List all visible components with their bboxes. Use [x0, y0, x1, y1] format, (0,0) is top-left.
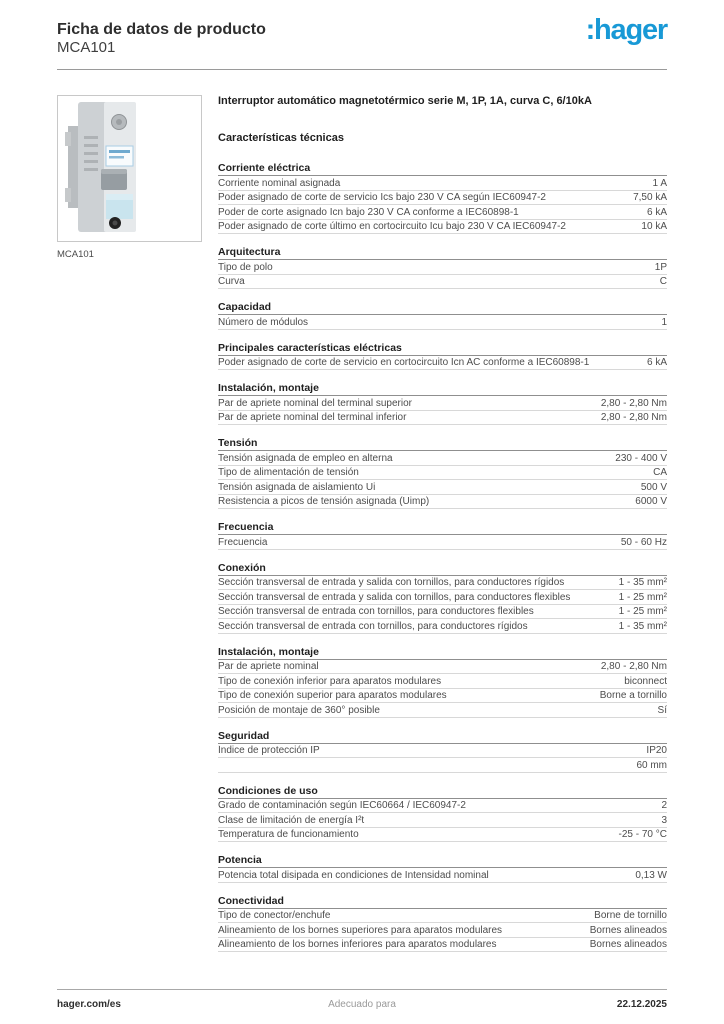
section-title: Conexión [218, 562, 667, 576]
table-row [218, 275, 667, 290]
row-label: Par de apriete nominal [218, 661, 319, 672]
spec-section [218, 437, 667, 509]
table-row [218, 605, 667, 620]
spec-section [218, 895, 667, 953]
table-row [218, 828, 667, 843]
row-value: CA [653, 467, 667, 478]
table-row [218, 466, 667, 481]
row-value: 1 - 25 mm² [618, 606, 667, 617]
table-row [218, 205, 667, 220]
product-image-column [57, 95, 202, 964]
table-row [218, 451, 667, 466]
row-value: 50 - 60 Hz [620, 536, 667, 548]
row-value: -25 - 70 °C [618, 829, 667, 840]
doc-title: Ficha de datos de producto [57, 21, 266, 38]
row-value: 3 [661, 814, 667, 826]
spec-section [218, 785, 667, 843]
row-value: Bornes alineados [589, 924, 667, 936]
spec-column [218, 95, 667, 964]
row-label: Sección transversal de entrada y salida con tornillos, para conductores rígidos [218, 577, 565, 588]
row-label: Curva [218, 276, 245, 287]
table-row [218, 909, 667, 924]
row-label: Sección transversal de entrada con tornillos, para conductores flexibles [218, 606, 534, 617]
row-label: Tensión asignada de aislamiento Ui [218, 481, 376, 493]
row-value: Borne a tornillo [599, 690, 667, 701]
row-label: Índice de protección IP [218, 745, 320, 756]
table-row [218, 758, 667, 773]
row-value: 1 - 35 mm² [618, 620, 667, 632]
row-value: 2,80 - 2,80 Nm [600, 397, 667, 409]
section-title: Tensión [218, 437, 667, 451]
table-row [218, 799, 667, 814]
page-header [0, 0, 724, 57]
row-value: IP20 [646, 745, 667, 756]
table-row [218, 576, 667, 591]
section-title: Seguridad [218, 730, 667, 744]
row-label: Tipo de polo [218, 261, 273, 273]
row-label: Par de apriete nominal del terminal superior [218, 397, 412, 409]
spec-section [218, 382, 667, 425]
table-row [218, 703, 667, 718]
table-row [218, 868, 667, 883]
row-value: 6 kA [646, 357, 667, 368]
table-row [218, 660, 667, 675]
row-label: Poder de corte asignado Icn bajo 230 V CA conforme a IEC60898-1 [218, 206, 519, 218]
row-value: 2,80 - 2,80 Nm [600, 661, 667, 672]
table-row [218, 396, 667, 411]
table-row [218, 411, 667, 426]
section-title: Conectividad [218, 895, 667, 909]
table-row [218, 315, 667, 330]
row-label: Tipo de conector/enchufe [218, 910, 331, 921]
table-row [218, 535, 667, 550]
row-value: Bornes alineados [589, 939, 667, 950]
section-title: Condiciones de uso [218, 785, 667, 799]
circuit-breaker-illustration [58, 96, 201, 241]
spec-section [218, 301, 667, 330]
table-row [218, 938, 667, 953]
table-row [218, 480, 667, 495]
row-value: 2,80 - 2,80 Nm [600, 412, 667, 423]
row-label: Tensión asignada de empleo en alterna [218, 452, 393, 464]
footer-website: hager.com/es [57, 999, 121, 1010]
product-image [57, 95, 202, 242]
footer-date: 22.12.2025 [616, 999, 667, 1010]
spec-section [218, 646, 667, 718]
table-row [218, 590, 667, 605]
spec-sections [218, 162, 667, 952]
section-title: Potencia [218, 854, 667, 868]
table-row [218, 619, 667, 634]
row-label: Alineamiento de los bornes superiores para aparatos modulares [218, 924, 503, 936]
row-value: Borne de tornillo [594, 910, 667, 921]
product-title: Interruptor automático magnetotérmico serie M, 1P, 1A, curva C, 6/10kA [218, 95, 592, 107]
row-label: Tipo de alimentación de tensión [218, 467, 359, 478]
section-title: Instalación, montaje [218, 646, 667, 660]
row-label: Poder asignado de corte de servicio en cortocircuito Icn AC conforme a IEC60898-1 [218, 357, 590, 368]
footer-center-text: Adecuado para [328, 999, 396, 1010]
row-label: Frecuencia [218, 536, 268, 548]
row-label: Tipo de conexión superior para aparatos modulares [218, 690, 447, 701]
row-value: 6 kA [646, 206, 667, 218]
spec-section [218, 854, 667, 883]
spec-section [218, 246, 667, 289]
section-title: Principales características eléctricas [218, 342, 667, 356]
table-row [218, 260, 667, 275]
row-label: Potencia total disipada en condiciones de Intensidad nominal [218, 869, 489, 881]
section-title: Capacidad [218, 301, 667, 315]
row-value: Sí [657, 704, 667, 716]
row-label: Sección transversal de entrada y salida con tornillos, para conductores flexibles [218, 591, 571, 603]
row-value: 1 [661, 316, 667, 328]
row-label: Número de módulos [218, 316, 309, 328]
row-label: Poder asignado de corte último en cortocircuito Icu bajo 230 V CA IEC60947-2 [218, 221, 566, 232]
row-label: Tipo de conexión inferior para aparatos modulares [218, 675, 442, 687]
table-row [218, 220, 667, 235]
tech-characteristics-heading: Características técnicas [218, 132, 344, 144]
table-row [218, 356, 667, 371]
row-value: biconnect [624, 675, 667, 687]
row-value: 1 A [652, 177, 667, 189]
spec-section [218, 562, 667, 634]
product-image-caption: MCA101 [57, 249, 94, 260]
table-row [218, 744, 667, 759]
spec-section [218, 342, 667, 371]
row-value: C [659, 276, 667, 287]
row-value: 10 kA [641, 221, 667, 232]
row-label: Clase de limitación de energía I²t [218, 814, 365, 826]
row-value: 500 V [640, 481, 667, 493]
row-label: Par de apriete nominal del terminal inferior [218, 412, 407, 423]
row-label: Temperatura de funcionamiento [218, 829, 359, 840]
section-title: Corriente eléctrica [218, 162, 667, 176]
table-row [218, 689, 667, 704]
row-label: Resistencia a picos de tensión asignada (Uimp) [218, 496, 430, 507]
row-label: Posición de montaje de 360° posible [218, 704, 380, 716]
hager-logo: :hager [585, 14, 667, 46]
row-value: 7,50 kA [633, 192, 667, 203]
row-label: Sección transversal de entrada con tornillos, para conductores rígidos [218, 620, 528, 632]
table-row [218, 191, 667, 206]
table-row [218, 923, 667, 938]
spec-section [218, 730, 667, 773]
row-value: 1 - 35 mm² [618, 577, 667, 588]
spec-section [218, 521, 667, 550]
table-row [218, 813, 667, 828]
table-row [218, 674, 667, 689]
row-label: Alineamiento de los bornes inferiores para aparatos modulares [218, 939, 497, 950]
section-title: Frecuencia [218, 521, 667, 535]
table-row [218, 176, 667, 191]
section-title: Arquitectura [218, 246, 667, 260]
row-value: 0,13 W [635, 869, 667, 881]
section-title: Instalación, montaje [218, 382, 667, 396]
row-value: 2 [661, 800, 667, 811]
row-value: 1P [654, 261, 667, 273]
row-label: Grado de contaminación según IEC60664 / IEC60947-2 [218, 800, 466, 811]
main-content [0, 70, 724, 964]
row-label: Poder asignado de corte de servicio Ics bajo 230 V CA según IEC60947-2 [218, 192, 546, 203]
spec-section [218, 162, 667, 234]
page-footer [57, 989, 667, 1010]
table-row [218, 495, 667, 510]
row-value: 6000 V [635, 496, 667, 507]
product-code: MCA101 [57, 39, 116, 56]
row-label: Corriente nominal asignada [218, 177, 341, 189]
row-value: 1 - 25 mm² [618, 591, 667, 603]
row-value: 60 mm [636, 759, 667, 771]
row-value: 230 - 400 V [615, 452, 667, 464]
